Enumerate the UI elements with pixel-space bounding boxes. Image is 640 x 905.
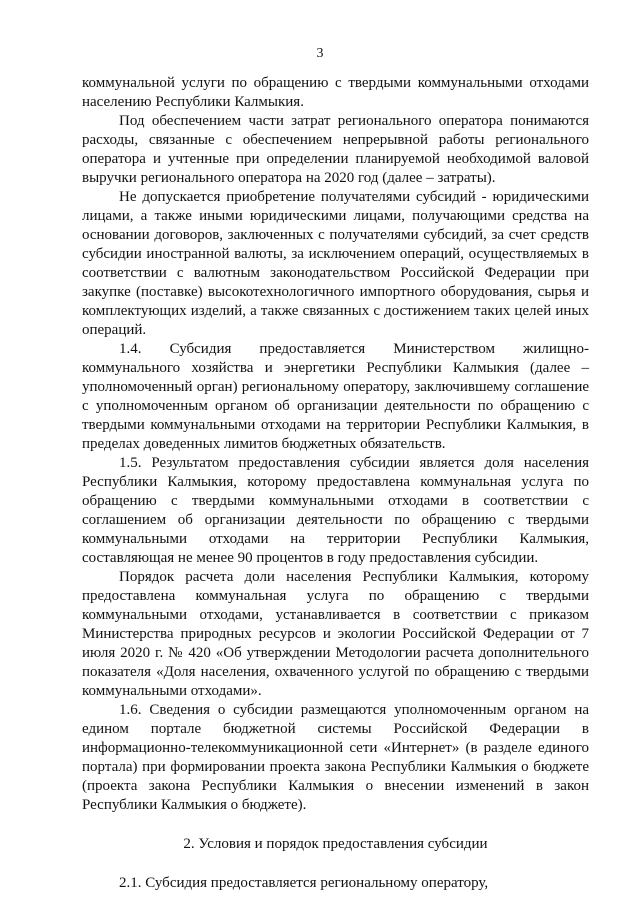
paragraph-1-6: 1.6. Сведения о субсидии размещаются уполномоченным органом на едином портале бюджетной системы Российской Федерации в информационно-телекоммуникационной сети «Интернет» (в разделе единого портала) при формировании проекта закона Республики Калмыкия о бюджете (проекта закона Республики Калмыкия о внесении изменений в закон Республики Калмыкия о бюджете). <box>82 702 589 813</box>
paragraph-2-1: 2.1. Субсидия предоставляется региональному оператору, <box>119 875 489 891</box>
paragraph-1-5: 1.5. Результатом предоставления субсидии является доля населения Республики Калмыкия, которому предоставлена коммунальная услуга по обращению с твердыми коммунальными отходами в соответствии с соглашением об организации деятельности по обращению с твердыми коммунальными отходами на территории Республики Калмыкия, составляющая не менее 90 процентов в году предоставления субсидии. <box>82 455 589 566</box>
section-heading: 2. Условия и порядок предоставления субсидии <box>183 836 488 852</box>
paragraph-continuation: коммунальной услуги по обращению с твердыми коммунальными отходами населению Республики Калмыкия. <box>82 75 589 110</box>
document-body <box>82 74 589 893</box>
paragraph-costs-definition: Под обеспечением части затрат регионального оператора понимаются расходы, связанные с обеспечением непрерывной работы регионального оператора и учтенные при определении планируемой необходимой валовой выручки регионального оператора на 2020 год (далее – затраты). <box>82 113 589 186</box>
paragraph-calculation-order: Порядок расчета доли населения Республики Калмыкия, которому предоставлена коммунальная услуга по обращению с твердыми коммунальными отходами, устанавливается в соответствии с приказом Министерства природных ресурсов и экологии Российской Федерации от 7 июля 2020 г. № 420 «Об утверждении Методологии расчета дополнительного показателя «Доля населения, охваченного услугой по обращению с твердыми коммунальными отходами». <box>82 569 589 699</box>
page-number: 3 <box>316 46 324 61</box>
paragraph-currency-restriction: Не допускается приобретение получателями субсидий - юридическими лицами, а также иными юридическими лицами, получающими средства на основании договоров, заключенных с получателями субсидий, за счет средств субсидии иностранной валюты, за исключением операций, осуществляемых в соответствии с валютным законодательством Российской Федерации при закупке (поставке) высокотехнологичного импортного оборудования, сырья и комплектующих изделий, а также связанных с достижением таких целей иных операций. <box>82 189 589 338</box>
paragraph-1-4: 1.4. Субсидия предоставляется Министерством жилищно-коммунального хозяйства и энергетики Республики Калмыкия (далее – уполномоченный орган) региональному оператору, заключившему соглашение с уполномоченным органом об организации деятельности по обращению с твердыми коммунальными отходами на территории Республики Калмыкия, в пределах доведенных лимитов бюджетных обязательств. <box>82 341 589 452</box>
